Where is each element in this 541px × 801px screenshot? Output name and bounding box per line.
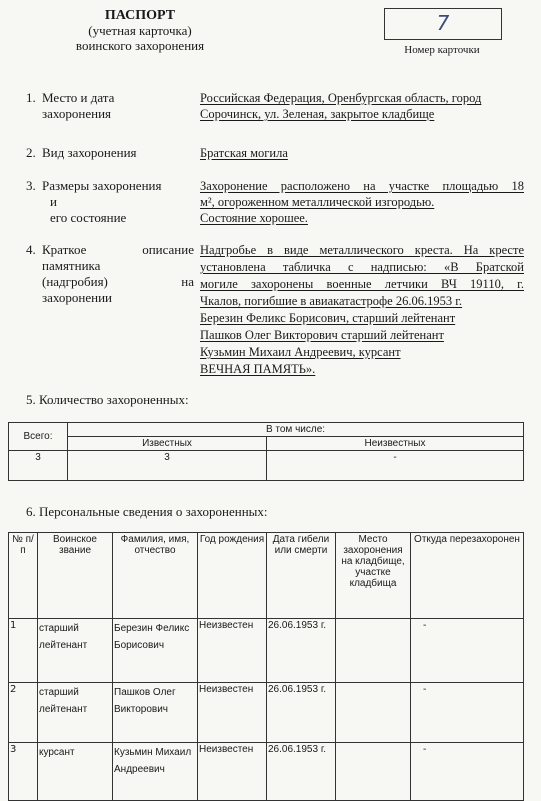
row-rank: курсант: [38, 743, 113, 801]
section-2-label-line: Вид захоронения: [42, 145, 137, 160]
section-3-label-line: Размеры захоронения: [42, 178, 162, 193]
row-reburied-from: -: [411, 619, 524, 683]
column-header-burial-place: Место захоронения на кладбище, участке кладбища: [336, 533, 411, 619]
section-2-value: [200, 145, 524, 161]
row-death-date: 26.06.1953 г.: [267, 619, 336, 683]
burial-persons-table: [8, 532, 524, 801]
section-1-value-line: Сорочинск, ул. Зеленая, закрытое кладбище: [200, 107, 435, 121]
column-header-death-date: Дата гибели или смерти: [267, 533, 336, 619]
row-number: 1: [9, 619, 38, 683]
section-6-heading: 6. Персональные сведения о захороненных:: [26, 504, 268, 519]
row-number: 2: [9, 683, 38, 743]
section-4-value-line: ВЕЧНАЯ ПАМЯТЬ».: [200, 362, 316, 376]
row-birth-year: Неизвестен: [198, 743, 267, 801]
section-4-value-line: Надгробье в виде металлического креста. На кресте: [200, 243, 524, 257]
row-death-date: 26.06.1953 г.: [267, 683, 336, 743]
section-4-label-line: (надгробия) на: [42, 274, 194, 289]
section-3-number: 3.: [26, 178, 36, 193]
row-name: Кузьмин Михаил Андреевич: [113, 743, 198, 801]
document-subtitle-1: (учетная карточка): [88, 23, 192, 38]
section-4-value-line: Чкалов, погибшие в авиакатастрофе 26.06.1953 г.: [200, 294, 463, 308]
unknown-header: Неизвестных: [267, 437, 524, 451]
section-3-value-line: Состояние хорошее.: [200, 211, 308, 225]
row-burial-place: [336, 619, 411, 683]
total-header: Всего:: [9, 423, 68, 451]
section-5-heading: 5. Количество захороненных:: [26, 392, 189, 407]
total-count: 3: [9, 451, 68, 481]
table-row: [9, 619, 524, 683]
section-4-value-line: Пашков Олег Викторович старший лейтенант: [200, 328, 444, 342]
row-birth-year: Неизвестен: [198, 619, 267, 683]
row-reburied-from: -: [411, 683, 524, 743]
card-number-label: Номер карточки: [404, 44, 480, 56]
section-4-label-line: захоронении: [42, 290, 113, 305]
section-4-label-line: Краткое описание: [42, 242, 194, 257]
column-header-rank: Воинское звание: [38, 533, 113, 619]
section-3-value: [200, 178, 524, 226]
section-4-value: [200, 242, 524, 378]
section-2-number: 2.: [26, 145, 36, 160]
document-subtitle-2: воинского захоронения: [75, 38, 205, 53]
table-row: [9, 743, 524, 801]
document-title: ПАСПОРТ: [104, 8, 176, 23]
section-1-label-line: Место и дата: [42, 90, 115, 105]
section-1-number: 1.: [26, 90, 36, 105]
row-number: 3: [9, 743, 38, 801]
section-3-value-line: м², огороженном металлической изгородью.: [200, 195, 435, 209]
section-4-value-line: Кузьмин Михаил Андреевич, курсант: [200, 345, 401, 359]
row-burial-place: [336, 743, 411, 801]
section-1-value: [200, 90, 524, 122]
section-4-number: 4.: [26, 242, 36, 257]
section-3-label-line: его состояние: [50, 210, 127, 225]
column-header-birth-year: Год рождения: [198, 533, 267, 619]
section-4-label-line: памятника: [42, 258, 101, 273]
card-number-box: [384, 8, 502, 40]
column-header-reburied-from: Откуда перезахоронен: [411, 533, 524, 619]
section-4-value-line: установлена табличка с надписью: «В Братской: [200, 260, 524, 274]
unknown-count: -: [267, 451, 524, 481]
column-header-name: Фамилия, имя, отчество: [113, 533, 198, 619]
row-name: Пашков Олег Викторович: [113, 683, 198, 743]
row-name: Березин Феликс Борисович: [113, 619, 198, 683]
row-burial-place: [336, 683, 411, 743]
burial-count-table: [8, 422, 524, 481]
section-1-value-line: Российская Федерация, Оренбургская область, город: [200, 91, 482, 105]
known-header: Известных: [68, 437, 267, 451]
section-3-label-line: и: [50, 194, 57, 209]
section-1-label-line: захоронения: [42, 106, 112, 121]
section-4-value-line: могиле захоронены военные летчики ВЧ 19110, г.: [200, 277, 524, 291]
section-4-value-line: Березин Феликс Борисович, старший лейтенант: [200, 311, 456, 325]
column-header-number: № п/п: [9, 533, 38, 619]
document-title-block: [40, 8, 240, 53]
row-birth-year: Неизвестен: [198, 683, 267, 743]
row-death-date: 26.06.1953 г.: [267, 743, 336, 801]
row-rank: старший лейтенант: [38, 683, 113, 743]
row-rank: старший лейтенант: [38, 619, 113, 683]
section-2-value-line: Братская могила: [200, 146, 288, 160]
table-row: [9, 683, 524, 743]
including-header: В том числе:: [68, 423, 524, 437]
section-3-value-line: Захоронение расположено на участке площадью 18: [200, 179, 524, 193]
known-count: 3: [68, 451, 267, 481]
card-number: 7: [436, 11, 450, 35]
row-reburied-from: -: [411, 743, 524, 801]
